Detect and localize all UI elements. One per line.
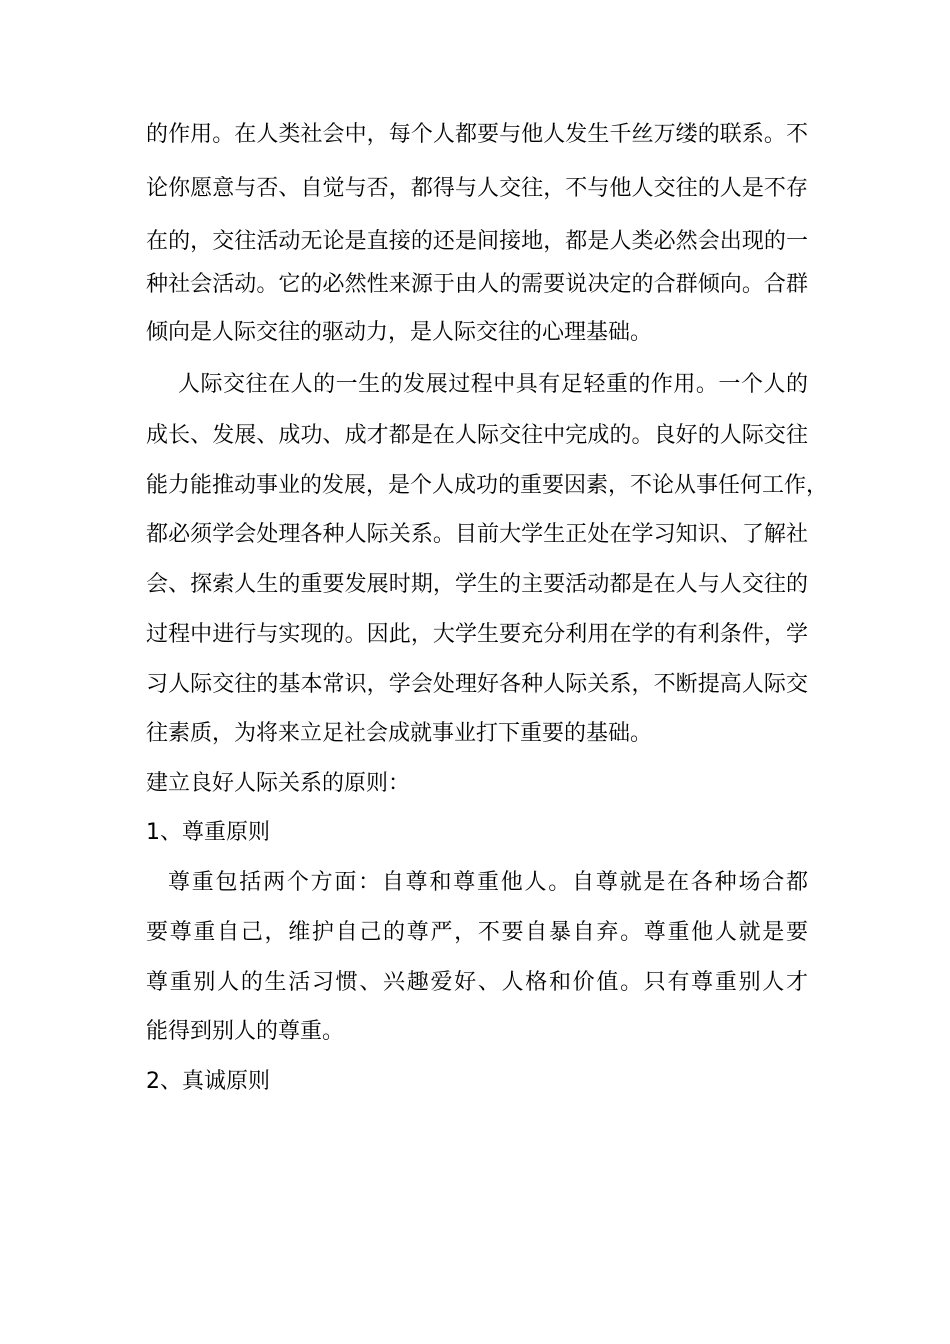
paragraph-line: 往素质，为将来立足社会成就事业打下重要的基础。 <box>146 721 653 746</box>
paragraph-line: 会、探索人生的重要发展时期，学生的主要活动都是在人与人交往的 <box>146 572 808 597</box>
paragraph-line: 种社会活动。它的必然性来源于由人的需要说决定的合群倾向。合群 <box>146 272 808 297</box>
principle-title: 2、真诚原则 <box>146 1069 270 1094</box>
paragraph-line: 尊重别人的生活习惯、兴趣爱好、人格和价值。只有尊重别人才 <box>146 970 808 995</box>
paragraph-line: 的作用。在人类社会中，每个人都要与他人发生千丝万缕的联系。不 <box>146 122 808 147</box>
paragraph-line: 在的，交往活动无论是直接的还是间接地，都是人类必然会出现的一 <box>146 229 808 254</box>
section-heading: 建立良好人际关系的原则： <box>146 771 411 796</box>
paragraph-line: 尊重包括两个方面：自尊和尊重他人。自尊就是在各种场合都 <box>168 870 808 895</box>
paragraph-line: 能得到别人的尊重。 <box>146 1019 345 1044</box>
paragraph-line: 过程中进行与实现的。因此，大学生要充分利用在学的有利条件，学 <box>146 622 808 647</box>
paragraph-line: 能力能推动事业的发展，是个人成功的重要因素，不论从事任何工作， <box>146 473 829 498</box>
paragraph-line: 倾向是人际交往的驱动力，是人际交往的心理基础。 <box>146 320 653 345</box>
paragraph-line: 要尊重自己，维护自己的尊严，不要自暴自弃。尊重他人就是要 <box>146 920 808 945</box>
paragraph-line: 都必须学会处理各种人际关系。目前大学生正处在学习知识、了解社 <box>146 522 808 547</box>
paragraph-line: 人际交往在人的一生的发展过程中具有足轻重的作用。一个人的 <box>178 372 808 397</box>
principle-title: 1、尊重原则 <box>146 820 270 845</box>
paragraph-line: 习人际交往的基本常识，学会处理好各种人际关系，不断提高人际交 <box>146 672 808 697</box>
paragraph-line: 论你愿意与否、自觉与否，都得与人交往，不与他人交往的人是不存 <box>146 176 808 201</box>
paragraph-line: 成长、发展、成功、成才都是在人际交往中完成的。良好的人际交往 <box>146 423 808 448</box>
